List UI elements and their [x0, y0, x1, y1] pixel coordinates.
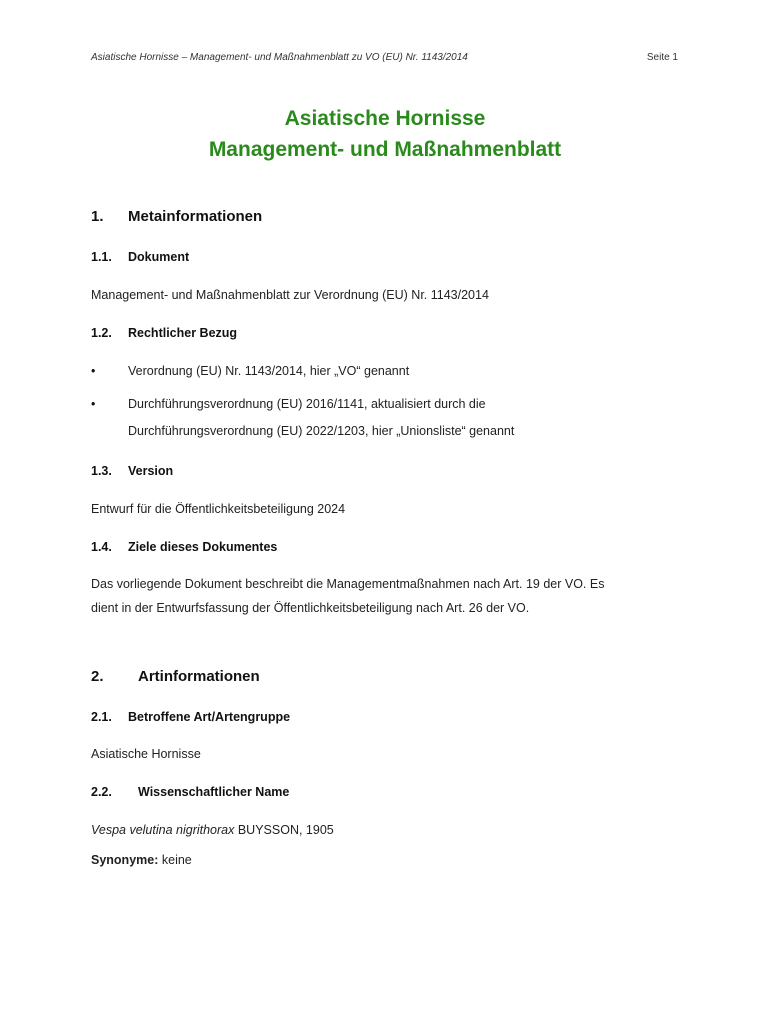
- list-item: Verordnung (EU) Nr. 1143/2014, hier „VO“ genannt: [128, 364, 410, 378]
- species-name: Asiatische Hornisse: [91, 747, 201, 761]
- section-title: Artinformationen: [138, 668, 260, 685]
- page-number: Seite 1: [646, 52, 678, 63]
- subsection-number: 1.1.: [91, 250, 112, 264]
- scientific-name: Vespa velutina nigrithorax: [91, 823, 235, 837]
- goals-text-line-2: dient in der Entwurfsfassung der Öffentlichkeitsbeteiligung nach Art. 26 der VO.: [91, 601, 530, 615]
- subsection-title: Dokument: [128, 250, 190, 264]
- bullet-symbol: •: [91, 397, 96, 411]
- subsection-number: 1.3.: [91, 464, 112, 478]
- running-title: Asiatische Hornisse – Management- und Maßnahmenblatt zu VO (EU) Nr. 1143/2014: [91, 52, 468, 63]
- section-number: 1.: [91, 208, 104, 225]
- subsection-title: Ziele dieses Dokumentes: [128, 540, 278, 554]
- subsection-title: Wissenschaftlicher Name: [138, 785, 290, 799]
- section-number: 2.: [91, 668, 104, 685]
- subsection-title: Betroffene Art/Artengruppe: [128, 710, 291, 724]
- bullet-symbol: •: [91, 364, 96, 378]
- subsection-title: Version: [128, 464, 174, 478]
- subsection-title: Rechtlicher Bezug: [128, 326, 238, 340]
- document-title-line-2: Management- und Maßnahmenblatt: [208, 138, 562, 161]
- synonyms-label: Synonyme:: [91, 853, 159, 867]
- synonyms-value: keine: [158, 853, 192, 867]
- section-title: Metainformationen: [128, 208, 263, 225]
- subsection-number: 2.2.: [91, 785, 112, 799]
- taxon-author: BUYSSON, 1905: [234, 823, 334, 837]
- scientific-name-line: [91, 823, 334, 837]
- version-text: Entwurf für die Öffentlichkeitsbeteiligung 2024: [91, 502, 346, 516]
- document-description: Management- und Maßnahmenblatt zur Verordnung (EU) Nr. 1143/2014: [91, 288, 489, 302]
- subsection-number: 1.4.: [91, 540, 112, 554]
- synonyms-line: [91, 853, 192, 867]
- document-title-line-1: Asiatische Hornisse: [284, 107, 486, 130]
- subsection-number: 1.2.: [91, 326, 112, 340]
- goals-text-line-1: Das vorliegende Dokument beschreibt die Managementmaßnahmen nach Art. 19 der VO. Es: [91, 577, 605, 591]
- subsection-number: 2.1.: [91, 710, 112, 724]
- list-item-continuation: Durchführungsverordnung (EU) 2022/1203, hier „Unionsliste“ genannt: [128, 424, 515, 438]
- list-item: Durchführungsverordnung (EU) 2016/1141, aktualisiert durch die: [128, 397, 486, 411]
